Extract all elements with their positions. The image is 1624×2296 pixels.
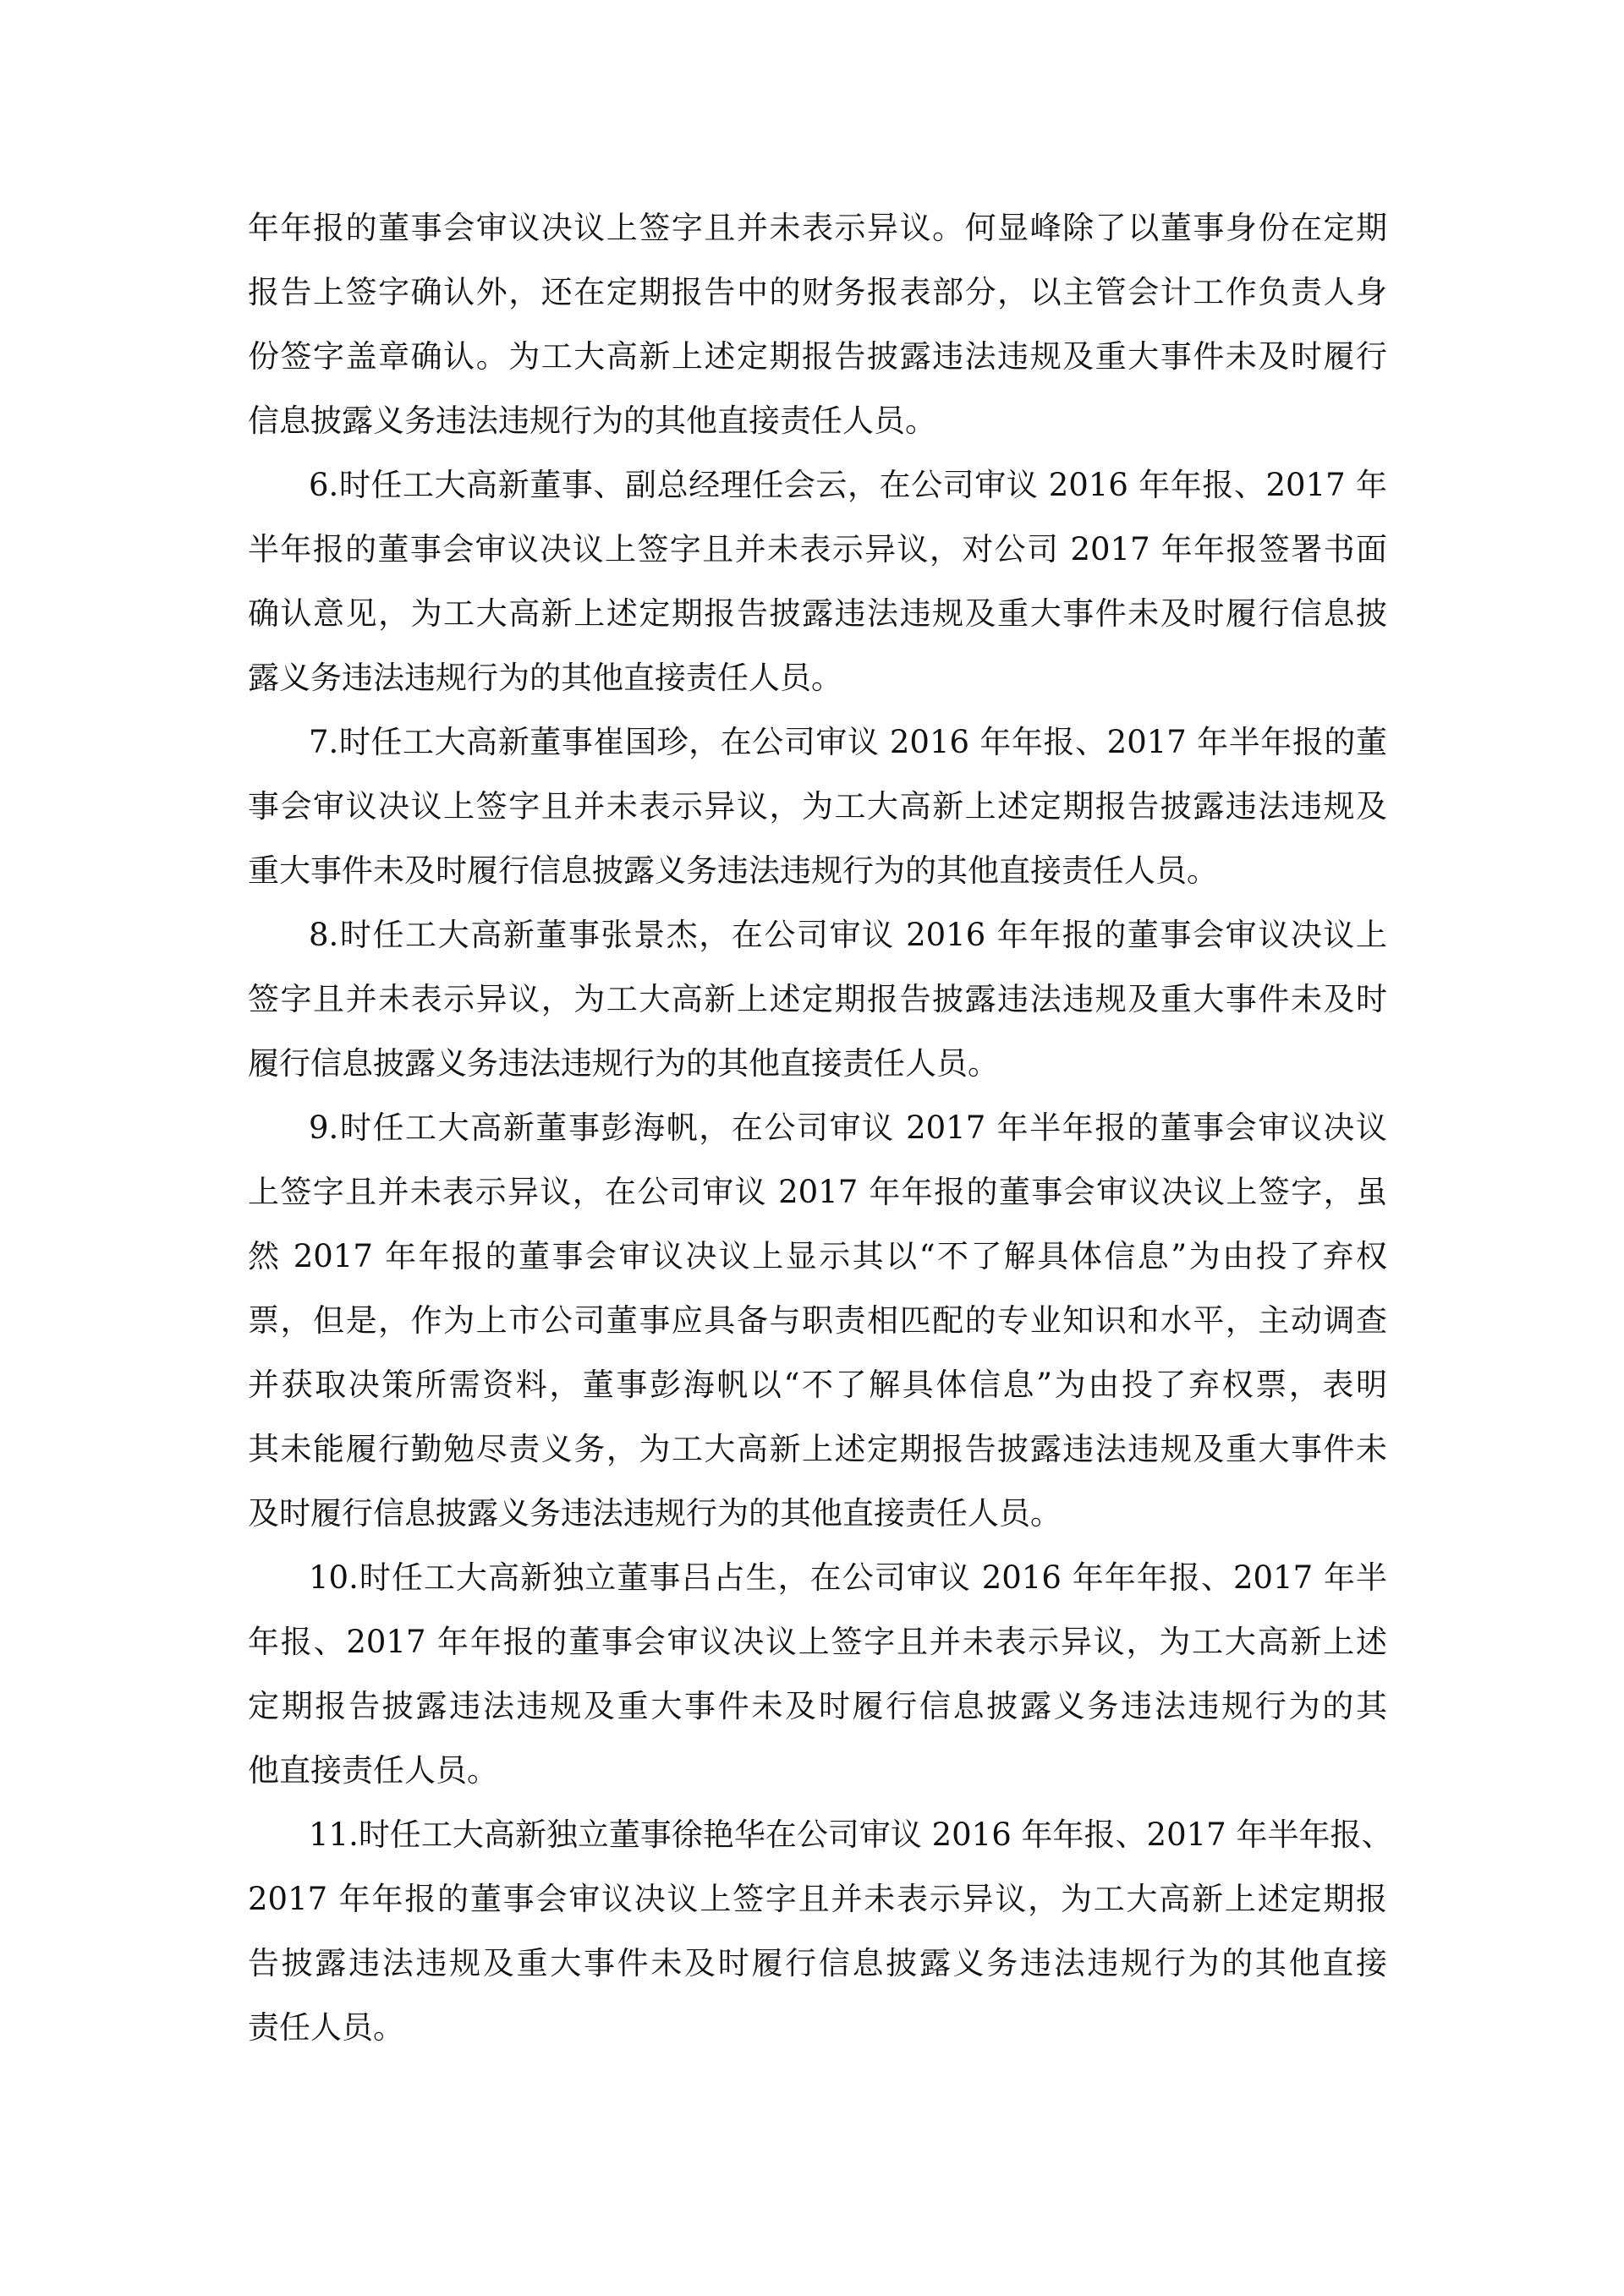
text-line: 报告上签字确认外，还在定期报告中的财务报表部分，以主管会计工作负责人身 — [248, 274, 1387, 310]
paragraph — [248, 710, 1387, 903]
text-line: 上签字且并未表示异议，在公司审议 2017 年年报的董事会审议决议上签字，虽 — [248, 1174, 1387, 1210]
text-line: 票，但是，作为上市公司董事应具备与职责相匹配的专业知识和水平，主动调查 — [248, 1302, 1387, 1339]
text-line: 信息披露义务违法违规行为的其他直接责任人员。 — [248, 403, 936, 439]
text-line: 7.时任工大高新董事崔国珍，在公司审议 2016 年年报、2017 年半年报的董 — [309, 724, 1387, 760]
text-line: 露义务违法违规行为的其他直接责任人员。 — [248, 660, 842, 696]
text-line: 然 2017 年年报的董事会审议决议上显示其以“不了解具体信息”为由投了弃权 — [248, 1238, 1387, 1274]
text-line: 他直接责任人员。 — [248, 1752, 498, 1789]
paragraph — [248, 1546, 1387, 1803]
document-body — [248, 196, 1393, 2060]
paragraph — [248, 196, 1387, 453]
text-line: 告披露违法违规及重大事件未及时履行信息披露义务违法违规行为的其他直接 — [248, 1945, 1387, 1981]
paragraph — [248, 1803, 1393, 2060]
text-line: 履行信息披露义务违法违规行为的其他直接责任人员。 — [248, 1045, 999, 1082]
text-line: 确认意见，为工大高新上述定期报告披露违法违规及重大事件未及时履行信息披 — [248, 595, 1387, 632]
text-line: 11.时任工大高新独立董事徐艳华在公司审议 2016 年年报、2017 年半年报、 — [309, 1817, 1393, 1853]
text-line: 重大事件未及时履行信息披露义务违法违规行为的其他直接责任人员。 — [248, 852, 1218, 889]
text-line: 6.时任工大高新董事、副总经理任会云，在公司审议 2016 年年报、2017 年 — [309, 467, 1387, 503]
text-line: 签字且并未表示异议，为工大高新上述定期报告披露违法违规及重大事件未及时 — [248, 981, 1387, 1017]
text-line: 责任人员。 — [248, 2009, 404, 2046]
text-line: 并获取决策所需资料，董事彭海帆以“不了解具体信息”为由投了弃权票，表明 — [248, 1367, 1387, 1403]
text-line: 2017 年年报的董事会审议决议上签字且并未表示异议，为工大高新上述定期报 — [248, 1881, 1387, 1917]
text-line: 年年报的董事会审议决议上签字且并未表示异议。何显峰除了以董事身份在定期 — [248, 210, 1387, 246]
text-line: 10.时任工大高新独立董事吕占生，在公司审议 2016 年年年报、2017 年半 — [309, 1559, 1387, 1596]
text-line: 定期报告披露违法违规及重大事件未及时履行信息披露义务违法违规行为的其 — [248, 1688, 1387, 1724]
text-line: 事会审议决议上签字且并未表示异议，为工大高新上述定期报告披露违法违规及 — [248, 788, 1387, 825]
text-line: 半年报的董事会审议决议上签字且并未表示异议，对公司 2017 年年报签署书面 — [248, 531, 1387, 567]
text-line: 及时履行信息披露义务违法违规行为的其他直接责任人员。 — [248, 1495, 1062, 1532]
text-line: 年报、2017 年年报的董事会审议决议上签字且并未表示异议，为工大高新上述 — [248, 1624, 1387, 1660]
text-line: 其未能履行勤勉尽责义务，为工大高新上述定期报告披露违法违规及重大事件未 — [248, 1431, 1387, 1467]
paragraph — [248, 1096, 1387, 1546]
text-line: 9.时任工大高新董事彭海帆，在公司审议 2017 年半年报的董事会审议决议 — [309, 1110, 1387, 1146]
paragraph — [248, 453, 1387, 710]
text-line: 8.时任工大高新董事张景杰，在公司审议 2016 年年报的董事会审议决议上 — [309, 917, 1387, 953]
text-line: 份签字盖章确认。为工大高新上述定期报告披露违法违规及重大事件未及时履行 — [248, 338, 1387, 375]
paragraph — [248, 903, 1387, 1096]
